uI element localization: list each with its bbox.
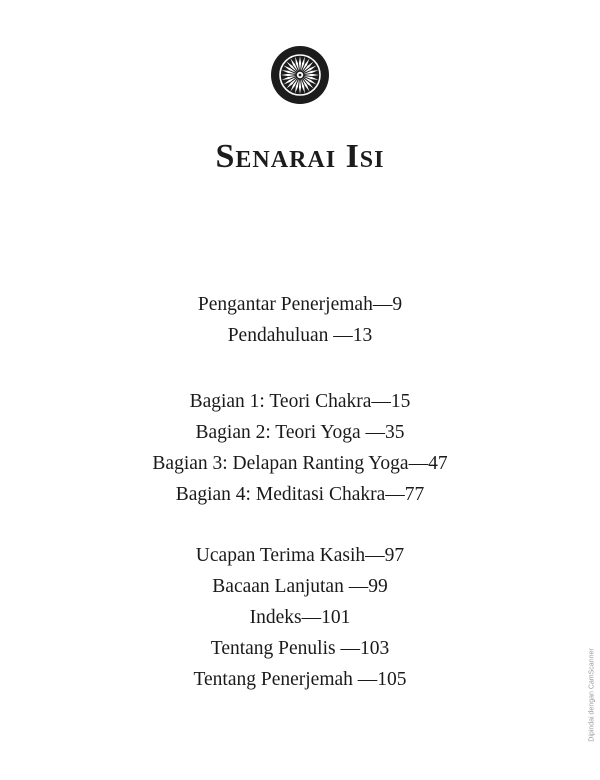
toc-entry: Bagian 1: Teori Chakra—15 — [189, 391, 411, 412]
toc-entry: Tentang Penerjemah —105 — [193, 669, 407, 690]
dharma-chakra-wheel-icon — [270, 45, 330, 105]
toc-entry: Bagian 2: Teori Yoga —35 — [195, 422, 405, 443]
toc-entry: Pengantar Penerjemah—9 — [197, 294, 403, 315]
toc-entry: Bagian 4: Meditasi Chakra—77 — [175, 484, 425, 505]
emblem-hub-center — [299, 74, 302, 77]
toc-entry: Bacaan Lanjutan —99 — [212, 576, 388, 597]
toc-entry: Indeks—101 — [249, 607, 351, 628]
toc-group-front-matter — [0, 289, 600, 351]
scanner-watermark-text: Dipindai dengan CamScanner — [588, 648, 596, 742]
toc-entry: Pendahuluan —13 — [227, 325, 373, 346]
toc-entry: Bagian 3: Delapan Ranting Yoga—47 — [152, 453, 448, 474]
toc-entry: Tentang Penulis —103 — [210, 638, 390, 659]
scanner-watermark — [586, 630, 598, 760]
toc-group-back-matter — [0, 540, 600, 695]
page-title: Senarai Isi — [215, 138, 385, 175]
toc-group-parts — [0, 386, 600, 510]
toc-entry: Ucapan Terima Kasih—97 — [195, 545, 405, 566]
